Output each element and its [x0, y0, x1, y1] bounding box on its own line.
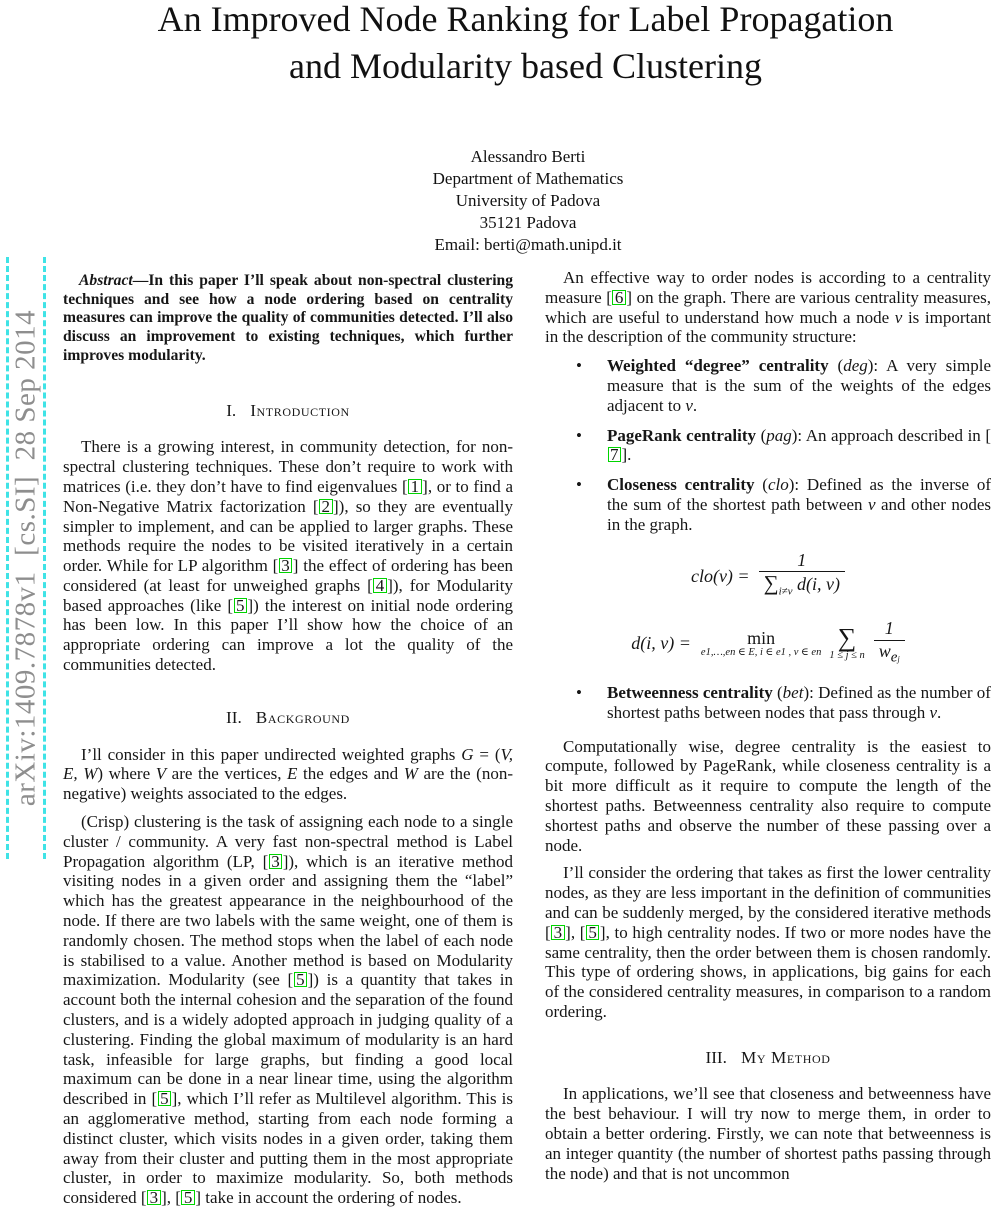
equation-lhs: d(i, v) = — [631, 632, 691, 653]
text-run: Abstract — [79, 272, 133, 289]
text-run: An effective way to order nodes is according to a centrality measure [ — [545, 268, 991, 307]
text-run: ]), so they are eventually simpler to implement, and can be applied to larger graphs. These methods require the nodes to be visited iteratively in a certain order. While for LP algorithm [ — [63, 496, 514, 576]
sum-symbol: ∑ — [837, 623, 857, 653]
citation-link[interactable]: 3 — [269, 854, 283, 869]
text-run: ): A very simple measure that is the sum of the weights of the edges adjacent to — [607, 356, 991, 415]
weight-subscript: e — [890, 649, 898, 666]
bullet-pagerank — [545, 426, 991, 466]
text-run: In applications, we’ll see that closeness and betweenness have the best behaviour. I will try now to merge them, in order to obtain a better ordering. Firstly, we can note that betweenness is an integer quantity (the number of shortest paths passing through the node) and that is not uncommon — [545, 1084, 991, 1183]
text-run: ], which I’ll refer as Multilevel algorithm. This is an agglomerative method, starting from each node forming a distinct cluster, which visits nodes in a given order, taking them away from their cluster and putting them in the most appropriate cluster, in order to maximize modularity. So, both methods considered [ — [63, 1089, 513, 1208]
text-run: Weighted “degree” centrality — [607, 356, 829, 376]
paragraph-computational-cost — [545, 737, 991, 856]
text-run: ] on the graph. There are various centrality measures, which are useful to understand how much a node — [545, 287, 991, 327]
paragraph-method-1 — [545, 1084, 991, 1183]
author-department: Department of Mathematics — [432, 169, 624, 188]
text-run: . — [692, 395, 698, 415]
fraction-numerator: 1 — [797, 549, 807, 570]
paper-title-line1: An Improved Node Ranking for Label Propagation — [157, 0, 894, 39]
text-run: PageRank centrality — [607, 425, 757, 445]
citation-link[interactable]: 1 — [408, 479, 422, 494]
text-run: v — [894, 307, 903, 327]
text-run: Computationally wise, degree centrality is the easiest to compute, followed by PageRank, while closeness centrality is a bit more difficult as it require to compute the length of the shortest paths. Betweenness centrality also require to compute shortest paths and observe the number of these passing over a node. — [545, 736, 991, 855]
section-title: Introduction — [250, 400, 350, 420]
abstract — [63, 272, 513, 366]
weight-subsubscript: j — [897, 654, 900, 664]
author-email: Email: berti@math.unipd.it — [434, 235, 622, 254]
text-run: ): Defined as the number of shortest paths between nodes that pass through — [607, 682, 991, 722]
paragraph-background-2 — [63, 812, 513, 1208]
citation-link[interactable]: 3 — [147, 1190, 161, 1205]
citation-link[interactable]: 5 — [586, 925, 600, 940]
text-run: are the (non-negative) weights associated to the edges. — [63, 764, 514, 804]
text-run: There is a growing interest, in community detection, for non-spectral clustering techniques. These don’t require to work with matrices (i.e. they don’t have to find eigenvalues [ — [63, 437, 513, 496]
text-run: ) where — [97, 764, 156, 784]
text-run: are the vertices, — [166, 764, 288, 784]
bullet-icon: • — [576, 356, 582, 376]
text-run: ], or to find a Non-Negative Matrix factorization [ — [63, 476, 513, 516]
text-run: ]. — [621, 445, 632, 465]
text-run: ]) the interest on initial node ordering has been low. In this paper I’ll show how the choice of an appropriate ordering can improve a lot the quality of the communities detected. — [63, 595, 513, 675]
text-run: v — [867, 494, 876, 514]
citation-link[interactable]: 5 — [294, 972, 308, 987]
fraction-denominator — [759, 571, 845, 602]
min-subscript: e1,…,en ∈ E, i ∈ e1 , v ∈ en — [700, 647, 822, 659]
text-run: deg — [843, 356, 868, 376]
citation-link[interactable]: 5 — [158, 1091, 172, 1106]
paper-title-line2: and Modularity based Clustering — [289, 46, 762, 86]
text-run: V, E, W — [63, 744, 513, 784]
sum-symbol: ∑ — [763, 571, 779, 596]
author-address: 35121 Padova — [479, 213, 577, 232]
text-run: pag — [766, 425, 792, 445]
text-run: —In this paper I’ll speak about non-spectral clustering techniques and see how a node ordering based on centrality measures can improve the quality of communities detected. I’ll also discuss an improvement to existing techniques, which further improves modularity. — [63, 272, 513, 364]
equation-lhs: clo(v) = — [690, 565, 750, 586]
text-run: and other nodes in the graph. — [607, 494, 991, 534]
text-run: Betweenness centrality — [607, 682, 773, 702]
text-run: ]), for Modularity based approaches (like [ — [63, 575, 513, 615]
text-run: ]), which is an iterative method visiting nodes in a given order and assigning them the “label” which has the greatest appearance in the neighbourhood of the node. If there are two labels with the same weight, one of them is randomly chosen. The method stops when the label of each node is stabilised to a value. Another method is based on Modularity maximization. Modularity (see [ — [63, 851, 513, 990]
section-heading-background — [63, 708, 513, 728]
text-run: ] the effect of ordering has been considered (at least for unweighed graphs [ — [63, 556, 514, 595]
text-run: ], [ — [161, 1188, 181, 1208]
text-run: ( — [756, 425, 767, 445]
paragraph-centrality-intro — [545, 268, 991, 347]
text-run: . — [937, 702, 942, 722]
section-number: III. — [705, 1047, 727, 1067]
text-run: I’ll consider in this paper undirected weighted graphs — [81, 744, 462, 764]
text-run: ( — [754, 475, 768, 495]
author-university: University of Padova — [455, 191, 601, 210]
arxiv-watermark — [6, 257, 46, 859]
weight-symbol: w — [878, 640, 891, 661]
citation-link[interactable]: 7 — [608, 447, 622, 462]
text-run: v — [685, 395, 693, 415]
text-run: G — [461, 744, 474, 764]
text-run: the edges and — [297, 764, 404, 784]
paper-title — [60, 0, 991, 90]
text-run: ], to high centrality nodes. If two or more nodes have the same centrality, then the order between them is chosen randomly. This type of ordering shows, in applications, big gains for each of the considered centrality measures, in comparison to a random ordering. — [545, 922, 991, 1021]
text-run: E — [287, 764, 298, 784]
text-run: clo — [767, 475, 789, 495]
bullet-icon: • — [576, 475, 582, 495]
citation-link[interactable]: 6 — [612, 290, 626, 305]
text-run: ( — [772, 682, 783, 702]
paragraph-introduction-1 — [63, 437, 513, 675]
arxiv-stamp-text: arXiv:1409.7878v1 [cs.SI] 28 Sep 2014 — [9, 309, 42, 807]
text-run: I’ll consider the ordering that takes as first the lower centrality nodes, as they are less important in the definition of communities and can be suddenly merged, by the considered iterative methods [ — [545, 863, 991, 942]
text-run: ], [ — [565, 922, 586, 942]
text-run: Closeness centrality — [607, 475, 755, 495]
text-run: bet — [782, 682, 804, 702]
citation-link[interactable]: 5 — [234, 598, 248, 613]
text-run: V — [155, 764, 167, 784]
paragraph-background-1 — [63, 745, 513, 804]
bullet-icon: • — [576, 682, 582, 702]
author-block — [65, 146, 991, 256]
citation-link[interactable]: 4 — [373, 578, 387, 593]
equation-distance — [545, 619, 991, 669]
text-run: (Crisp) clustering is the task of assigning each node to a single cluster / community. A very fast non-spectral method is Label Propagation algorithm (LP, [ — [63, 812, 513, 871]
section-heading-my-method — [545, 1048, 991, 1068]
text-run: is important in the description of the community structure: — [545, 307, 991, 347]
bullet-icon: • — [576, 425, 582, 445]
section-title: Background — [255, 707, 350, 727]
distance-term: d(i, v) — [797, 574, 841, 595]
text-run: = ( — [473, 744, 501, 764]
section-heading-introduction — [63, 401, 513, 421]
paragraph-ordering — [545, 863, 991, 1021]
fraction-denominator — [874, 640, 905, 669]
min-label: min — [747, 628, 776, 649]
bullet-closeness — [545, 475, 991, 534]
author-name: Alessandro Berti — [470, 147, 586, 166]
citation-link[interactable]: 2 — [319, 499, 333, 514]
fraction — [874, 619, 905, 669]
citation-link[interactable]: 3 — [551, 925, 565, 940]
min-operator — [701, 629, 821, 658]
citation-link[interactable]: 5 — [181, 1190, 195, 1205]
fraction-numerator: 1 — [884, 617, 894, 638]
text-run: ): An approach described in [ — [791, 425, 991, 445]
section-number: II. — [226, 707, 242, 727]
bullet-betweenness — [545, 683, 991, 723]
text-run: W — [403, 764, 418, 784]
left-column — [63, 268, 513, 1216]
equation-closeness — [545, 551, 991, 603]
text-run: ]) is a quantity that takes in account both the internal cohesion and the separation of the found clusters, and is a widely adopted approach in judging quality of a clustering. Finding the global maximum of modularity is an hard task, infeasible for large graphs, but finding a good local maximum can be done in a near linear time, using the algorithm described in [ — [63, 970, 513, 1109]
sum-subscript: i≠v — [778, 585, 793, 598]
sum-operator — [829, 623, 865, 662]
sum-subscript: 1 ≤ j ≤ n — [829, 650, 865, 662]
section-title: My Method — [740, 1047, 831, 1067]
right-column — [545, 268, 991, 1191]
section-number: I. — [226, 400, 237, 420]
text-run: ( — [828, 356, 844, 376]
bullet-weighted-degree — [545, 356, 991, 415]
fraction — [759, 551, 845, 603]
text-run: ): Defined as the inverse of the sum of the shortest path between — [607, 475, 991, 514]
text-run: v — [929, 702, 938, 722]
text-run: ] take in account the ordering of nodes. — [195, 1188, 462, 1208]
citation-link[interactable]: 3 — [279, 558, 293, 573]
centrality-bullet-list — [545, 356, 991, 722]
